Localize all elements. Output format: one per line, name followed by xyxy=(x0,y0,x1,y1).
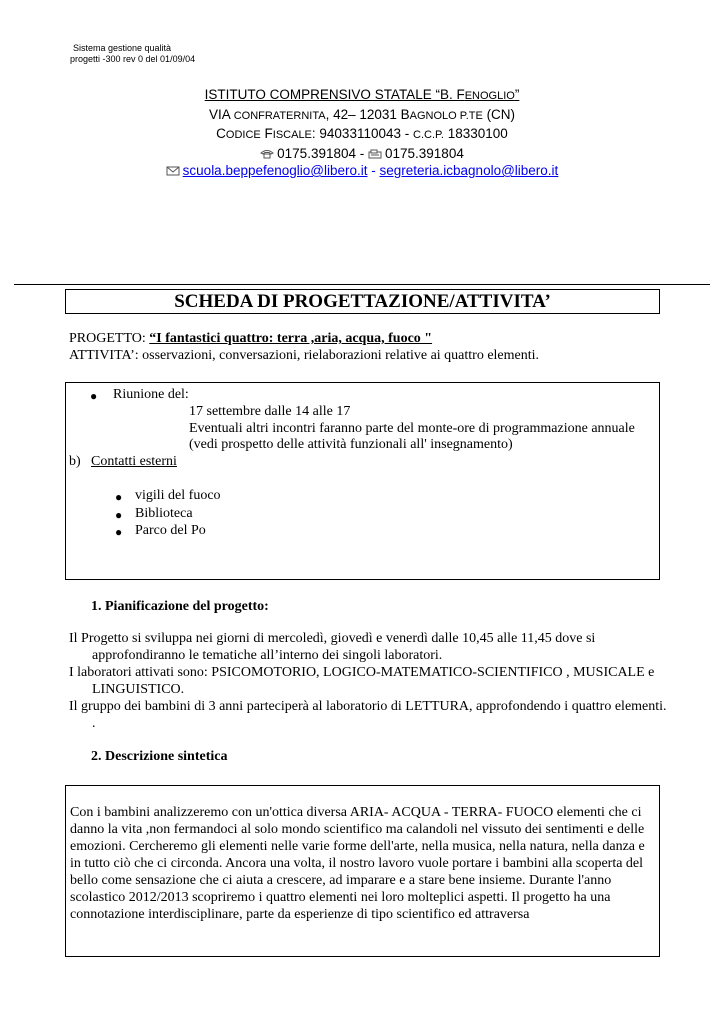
email-line xyxy=(0,162,724,180)
fiscal-smallcaps: C.C.P. xyxy=(413,129,444,141)
phone-number: 0175.391804 xyxy=(277,145,356,161)
contact-item: vigili del fuoco xyxy=(135,488,221,503)
fiscal-part: : 94033110043 - xyxy=(311,126,413,141)
header-divider xyxy=(14,284,710,285)
meeting-note: Eventuali altri incontri faranno parte del monte-ore di programmazione annuale xyxy=(189,421,635,436)
address-part: VIA xyxy=(208,106,234,122)
fiscal-smallcaps: ISCALE xyxy=(272,129,312,141)
planning-text xyxy=(69,630,669,732)
letterhead xyxy=(0,86,724,180)
fax-number: 0175.391804 xyxy=(385,145,464,161)
activity-line: ATTIVITA’: osservazioni, conversazioni, rielaborazioni relative ai quattro elementi. xyxy=(69,348,540,363)
planning-paragraph: Il Progetto si sviluppa nei giorni di mercoledì, giovedì e venerdì dalle 10,45 alle 11,45 dove si approfondiranno le tematiche all’interno dei singoli laboratori. xyxy=(69,631,596,663)
address-part: , 42– 12031 B xyxy=(325,106,410,122)
fiscal-part: 18330100 xyxy=(443,126,508,141)
fax-icon xyxy=(368,149,382,159)
fiscal-code xyxy=(0,125,724,145)
project-info xyxy=(69,330,669,364)
project-name: “I fantastici quattro: terra ,aria, acqua, fuoco " xyxy=(149,331,433,346)
phone-icon xyxy=(260,149,274,159)
meeting-box xyxy=(65,382,660,580)
bullet-icon: ● xyxy=(115,508,123,522)
fiscal-smallcaps: ODICE xyxy=(225,129,261,141)
project-label: PROGETTO: xyxy=(69,331,150,346)
bullet-icon: ● xyxy=(90,389,98,403)
quality-system-label: Sistema gestione qualità xyxy=(73,43,172,53)
section-heading-planning: 1. Pianificazione del progetto: xyxy=(91,599,269,614)
email-separator: - xyxy=(367,163,380,178)
address-smallcaps: CONFRATERNITA xyxy=(233,109,326,122)
address-part: (CN) xyxy=(482,106,516,122)
contact-item: Biblioteca xyxy=(135,506,193,521)
school-name-part: ” xyxy=(514,87,520,102)
secretary-email-link[interactable]: segreteria.icbagnolo@libero.it xyxy=(379,163,559,178)
meeting-label: Riunione del: xyxy=(113,387,189,402)
phone-separator: - xyxy=(356,145,368,161)
envelope-icon xyxy=(166,166,180,176)
school-email-link[interactable]: scuola.beppefenoglio@libero.it xyxy=(182,163,368,178)
contacts-heading: Contatti esterni xyxy=(91,454,177,469)
school-name-smallcaps: ENOGLIO xyxy=(464,90,515,102)
contact-numbers xyxy=(0,145,724,163)
contacts-marker: b) xyxy=(69,454,81,469)
bullet-icon: ● xyxy=(115,490,123,504)
meeting-note: (vedi prospetto delle attività funzionali all' insegnamento) xyxy=(189,437,513,452)
school-address xyxy=(0,106,724,126)
project-line xyxy=(69,330,669,347)
meeting-date: 17 settembre dalle 14 alle 17 xyxy=(189,404,351,419)
contact-item: Parco del Po xyxy=(135,523,206,538)
school-name-part: ISTITUTO COMPRENSIVO STATALE “B. F xyxy=(204,87,465,102)
description-box xyxy=(65,785,660,957)
page-title: SCHEDA DI PROGETTAZIONE/ATTIVITA’ xyxy=(65,289,660,314)
planning-paragraph: Il gruppo dei bambini di 3 anni parteciperà al laboratorio di LETTURA, approfondendo i quattro elementi. . xyxy=(69,699,667,731)
document-meta xyxy=(70,43,195,65)
bullet-icon: ● xyxy=(115,525,123,539)
revision-label: progetti -300 rev 0 del 01/09/04 xyxy=(70,54,196,64)
section-heading-description: 2. Descrizione sintetica xyxy=(91,749,228,764)
description-text: Con i bambini analizzeremo con un'ottica diversa ARIA- ACQUA - TERRA- FUOCO elementi che ci danno la vita ,non fermandoci al solo mondo scientifico ma calandoli nel vissuto dei sentimenti e delle emozioni. Cercheremo gli elementi nelle varie forme dell'arte, nella musica, nella natura, nella danza e in tutto ciò che ci circonda. Ancora una volta, il nostro lavoro vuole portare i bambini alla scoperta del bello come sensazione che ci aiuta a crescere, ad imparare e a stare bene insieme. Durante l'anno scolastico 2012/2013 scopriremo i quattro elementi nei loro molteplici aspetti. Il progetto ha una connotazione interdisciplinare, parte da esperienze di tipo scientifico ed attraversa xyxy=(70,805,645,922)
address-smallcaps: AGNOLO P.TE xyxy=(409,109,483,122)
fiscal-part: C xyxy=(216,126,226,141)
school-name xyxy=(0,86,724,106)
planning-paragraph: I laboratori attivati sono: PSICOMOTORIO, LOGICO-MATEMATICO-SCIENTIFICO , MUSICALE e LINGUISTICO. xyxy=(69,665,655,697)
fiscal-part: F xyxy=(260,126,273,141)
